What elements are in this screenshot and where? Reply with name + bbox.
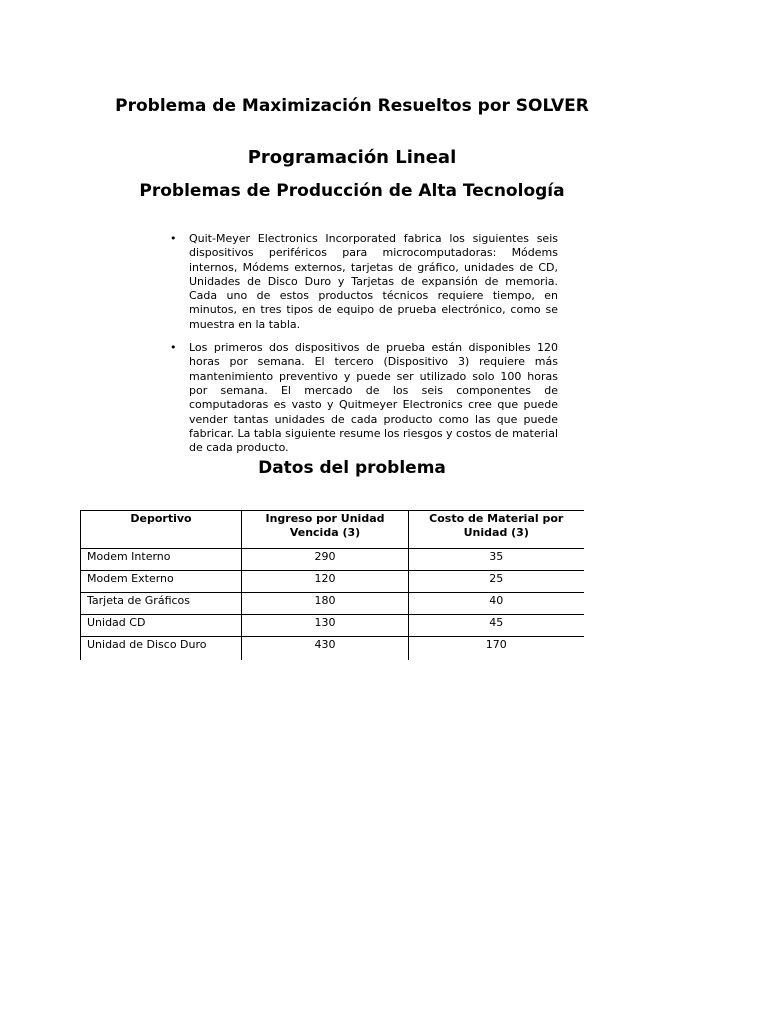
cost-cell: 40 bbox=[409, 593, 584, 615]
product-cell: Modem Interno bbox=[81, 549, 242, 571]
document-title: Problema de Maximización Resueltos por SOLVER bbox=[115, 96, 589, 116]
bullet-text: Los primeros dos dispositivos de prueba están disponibles 120 horas por semana. El tercero (Dispositivo 3) requiere más mantenimiento preventivo y puede ser utilizado solo 100 horas por semana. El mercado de los seis componentes de computadoras es vasto y Quitmeyer Electronics cree que puede vender tantas unidades de cada producto como las que puede fabricar. La tabla siguiente resume los riesgos y costos de material de cada producto. bbox=[189, 341, 558, 455]
table-header-row bbox=[81, 511, 584, 549]
header-revenue: Ingreso por Unidad Vencida (3) bbox=[242, 511, 409, 549]
cost-cell: 25 bbox=[409, 571, 584, 593]
header-material-cost: Costo de Material por Unidad (3) bbox=[409, 511, 584, 549]
table-row bbox=[81, 571, 584, 593]
revenue-cell: 120 bbox=[242, 571, 409, 593]
list-item bbox=[170, 232, 558, 332]
revenue-cell: 430 bbox=[242, 637, 409, 661]
cost-cell: 170 bbox=[485, 638, 507, 651]
section-heading: Problemas de Producción de Alta Tecnología bbox=[139, 181, 565, 201]
table-row bbox=[81, 637, 584, 661]
product-cell: Tarjeta de Gráficos bbox=[81, 593, 242, 615]
revenue-cell: 130 bbox=[242, 615, 409, 637]
header-product: Deportivo bbox=[81, 511, 242, 549]
problem-description-list bbox=[170, 232, 558, 455]
revenue-cell: 290 bbox=[242, 549, 409, 571]
cost-cell: 35 bbox=[409, 549, 584, 571]
bullet-icon: • bbox=[170, 232, 177, 245]
list-item bbox=[170, 341, 558, 455]
bullet-text: Quit-Meyer Electronics Incorporated fabrica los siguientes seis dispositivos periféricos para microcomputadoras: Módems internos, Módems externos, tarjetas de gráfico, unidades de CD, Unidades de Disco Duro y Tarjetas de expansión de memoria. Cada uno de estos productos técnicos requiere tiempo, en minutos, en tres tipos de equipo de prueba electrónico, como se muestra en la tabla. bbox=[189, 232, 558, 331]
product-cell: Unidad de Disco Duro bbox=[81, 637, 242, 661]
data-heading: Datos del problema bbox=[258, 458, 446, 478]
bullet-icon: • bbox=[170, 341, 177, 355]
table-row bbox=[81, 549, 584, 571]
product-cell: Modem Externo bbox=[81, 571, 242, 593]
product-cell: Unidad CD bbox=[81, 615, 242, 637]
table-row bbox=[81, 615, 584, 637]
cost-cell: 45 bbox=[409, 615, 584, 637]
product-data-table bbox=[80, 510, 584, 660]
revenue-cell: 180 bbox=[242, 593, 409, 615]
table-row bbox=[81, 593, 584, 615]
document-subtitle: Programación Lineal bbox=[247, 147, 457, 168]
